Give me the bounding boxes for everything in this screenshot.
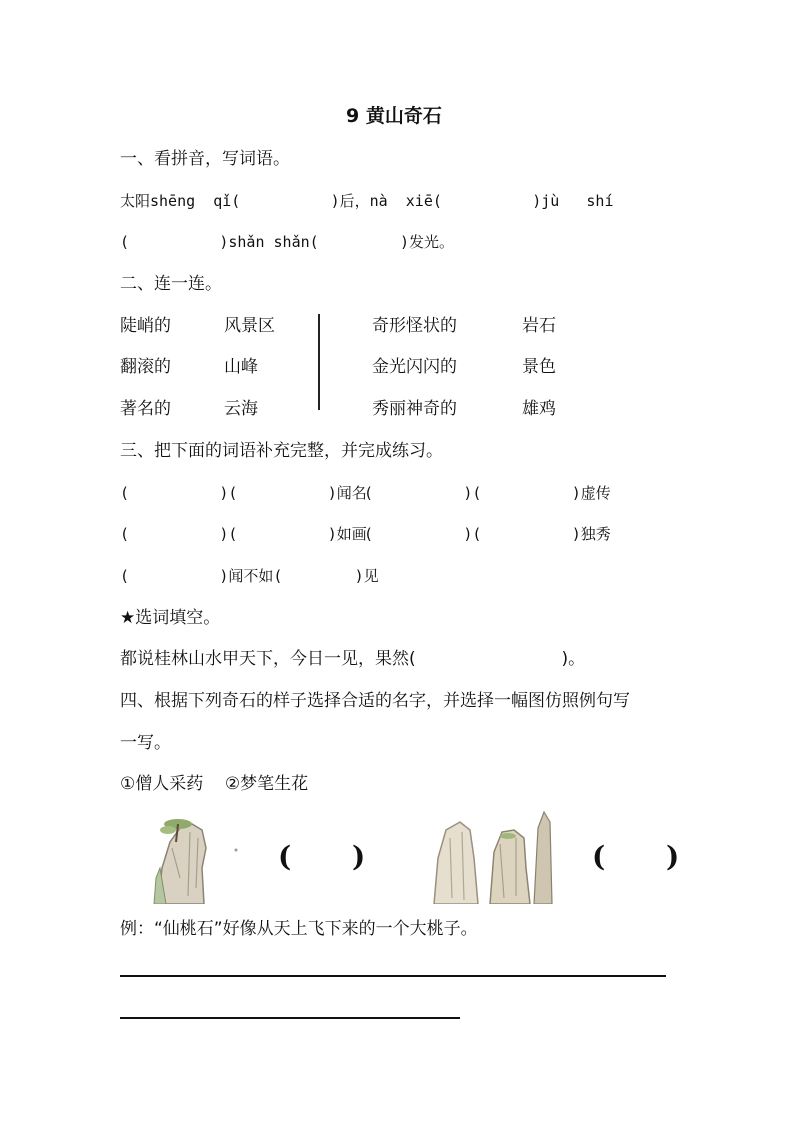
match-right-target[interactable]: 景色 [522,357,556,377]
star-heading: ★选词填空。 [120,608,221,628]
example-sentence: 例：“仙桃石”好像从天上飞下来的一个大桃子。 [120,919,478,939]
match-right-word[interactable]: 奇形怪状的 [372,316,457,336]
answer-paren-open[interactable]: ( [278,840,292,873]
match-left-target[interactable]: 山峰 [224,357,258,377]
name-options: ①僧人采药 ②梦笔生花 [120,774,309,794]
match-left-target[interactable]: 云海 [224,399,258,419]
section3-heading: 三、把下面的词语补充完整，并完成练习。 [120,441,443,461]
answer-paren-close[interactable]: ) [352,840,366,873]
rock-picture-1 [140,808,250,904]
idiom-blank[interactable]: ( )( )如画 [120,525,367,543]
rock-picture-2 [430,808,555,904]
section1-heading: 一、看拼音，写词语。 [120,149,290,169]
idiom-blank[interactable]: ( )闻不如( )见 [120,567,379,585]
match-left-word[interactable]: 陡峭的 [120,316,171,336]
answer-paren-close[interactable]: ) [666,840,680,873]
match-left-word[interactable]: 翻滚的 [120,357,171,377]
section2-heading: 二、连一连。 [120,274,222,294]
section1-line2: ( )shǎn shǎn( )发光。 [120,233,454,251]
page-title: 9 黄山奇石 [346,105,442,127]
answer-line[interactable] [120,1017,460,1019]
idiom-blank[interactable]: ( )( )虚传 [364,484,611,502]
answer-line[interactable] [120,975,666,977]
fill-sentence[interactable]: 都说桂林山水甲天下，今日一见，果然( )。 [120,649,586,669]
idiom-blank[interactable]: ( )( )闻名 [120,484,367,502]
match-left-word[interactable]: 著名的 [120,399,171,419]
match-right-word[interactable]: 秀丽神奇的 [372,399,457,419]
match-right-word[interactable]: 金光闪闪的 [372,357,457,377]
idiom-blank[interactable]: ( )( )独秀 [364,525,611,543]
section4-heading-cont: 一写。 [120,733,171,753]
answer-paren-open[interactable]: ( [592,840,606,873]
match-left-target[interactable]: 风景区 [224,316,275,336]
section1-line1: 太阳shēng qǐ( )后，nà xiē( )jù shí [120,192,614,210]
match-right-target[interactable]: 岩石 [522,316,556,336]
match-right-target[interactable]: 雄鸡 [522,399,556,419]
column-divider [318,314,320,410]
section4-heading: 四、根据下列奇石的样子选择合适的名字，并选择一幅图仿照例句写 [120,691,630,711]
